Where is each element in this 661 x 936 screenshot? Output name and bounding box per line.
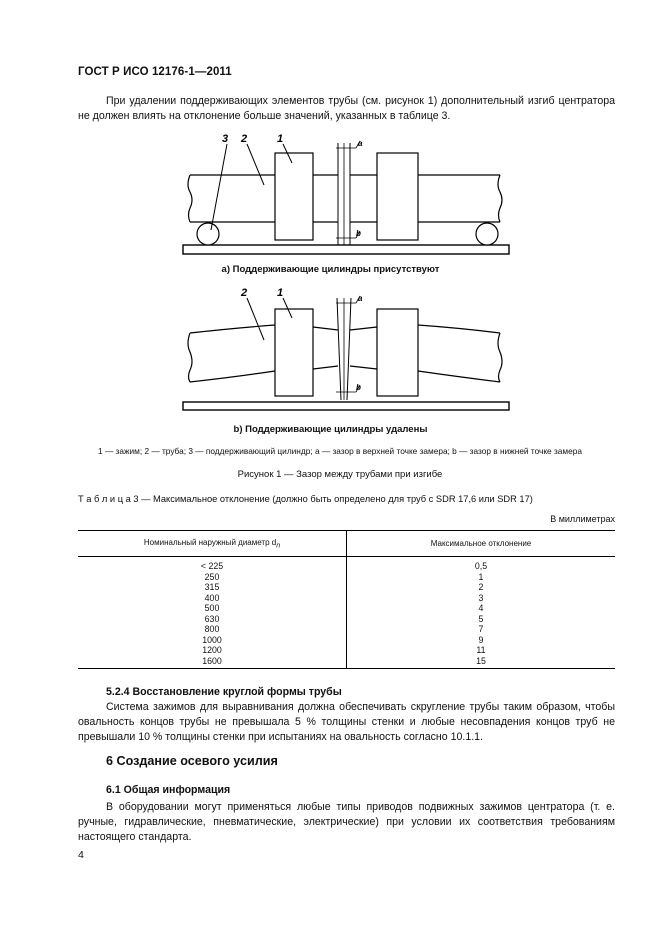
- support-cylinder-right: [476, 223, 498, 245]
- table-row: 800 7: [78, 624, 615, 635]
- table-row: 315 2: [78, 582, 615, 593]
- deviation-table: [78, 530, 615, 669]
- section-6-1-text: В оборудовании могут применяться любые типы приводов подвижных зажимов центратора (т. е. ручные, гидравлические, пневматические, электрические) при условии их соответствия требованиям настоящего стандарта.: [78, 801, 615, 843]
- pipe-right-inner-b: [350, 327, 377, 369]
- pipe-left-b: [188, 325, 275, 382]
- pipe-right-inner-a: [350, 175, 377, 222]
- label-3: 3: [222, 133, 229, 145]
- table-row: 500 4: [78, 603, 615, 614]
- figure-a-diagram: [183, 141, 509, 254]
- page-number: 4: [78, 849, 84, 861]
- figure-legend: 1 — зажим; 2 — труба; 3 — поддерживающий цилиндр; a — зазор в верхней точке замера; b — зазор в нижней точке замера: [98, 446, 582, 456]
- base-plate-b: [183, 402, 509, 410]
- label-2b: 2: [241, 287, 248, 299]
- table-row: 1000 9: [78, 635, 615, 646]
- figure-b-diagram: [183, 296, 509, 410]
- label-a-top-b: a: [358, 294, 363, 303]
- clamp-left-a: [275, 153, 313, 240]
- pipe-left-inner-a: [313, 175, 338, 222]
- section-6-heading: 6 Создание осевого усилия: [106, 754, 278, 768]
- table-header-diameter: Номинальный наружный диаметр $d_n$: [78, 531, 347, 557]
- clamp-right-a: [377, 153, 418, 240]
- label-b-bottom-b: b: [356, 383, 361, 392]
- table-row: 630 5: [78, 614, 615, 625]
- clamp-right-b: [377, 309, 418, 396]
- section-5-2-4-heading: 5.2.4 Восстановление круглой формы трубы: [106, 686, 342, 698]
- pipe-right-a: [418, 175, 502, 222]
- figure-title: Рисунок 1 — Зазор между трубами при изгибе: [237, 469, 443, 480]
- table-caption: Т а б л и ц а 3 — Максимальное отклонение (должно быть определено для труб с SDR 17,6 или SDR 17): [78, 494, 533, 504]
- table-row: 1600 15: [78, 656, 615, 669]
- pipe-right-b: [418, 325, 502, 382]
- section-6-1-heading: 6.1 Общая информация: [106, 784, 231, 796]
- table-row: 250 1: [78, 572, 615, 583]
- pipe-left-inner-b: [313, 327, 338, 369]
- label-2a: 2: [241, 133, 248, 145]
- table-row: 400 3: [78, 593, 615, 604]
- clamp-left-b: [275, 309, 313, 396]
- figure-caption-a: a) Поддерживающие цилиндры присутствуют: [221, 264, 440, 275]
- table-row: 1200 11: [78, 645, 615, 656]
- label-1a: 1: [277, 133, 284, 145]
- table-row: < 225 0,5: [78, 557, 615, 572]
- table-header-deviation: Максимальное отклонение: [347, 531, 616, 557]
- document-header: ГОСТ Р ИСО 12176-1—2011: [78, 66, 232, 78]
- figure-1-drawing: [0, 0, 661, 460]
- label-b-bottom: b: [356, 229, 361, 238]
- pipe-left-a: [188, 175, 275, 222]
- intro-paragraph: При удалении поддерживающих элементов трубы (см. рисунок 1) дополнительный изгиб центратора не должен влиять на отклонение больше значений, указанных в таблице 3.: [78, 95, 615, 122]
- section-5-2-4-text: Система зажимов для выравнивания должна обеспечивать скругление трубы таким образом, чтобы овальность концов трубы не превышала 5 % толщины стенки и любые несовпадения концов труб не превышали 10 % толщины стенки при испытаниях на овальность согласно 10.1.1.: [78, 701, 615, 743]
- base-plate-a: [183, 245, 509, 254]
- figure-caption-b: b) Поддерживающие цилиндры удалены: [233, 424, 428, 435]
- label-1b: 1: [277, 287, 284, 299]
- support-cylinder-left: [197, 223, 219, 245]
- table-units: В миллиметрах: [550, 514, 615, 524]
- label-a-top: a: [358, 139, 363, 148]
